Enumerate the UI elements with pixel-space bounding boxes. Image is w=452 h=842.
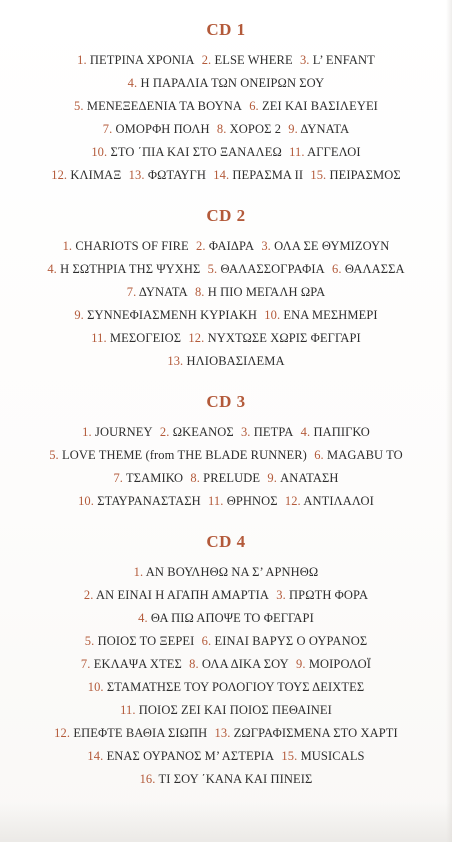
track-title: ΠΕΤΡΙΝΑ ΧΡΟΝΙΑ: [89, 53, 195, 67]
track-item: [301, 425, 370, 439]
track-title: ΣΤΑΜΑΤΗΣΕ ΤΟΥ ΡΟΛΟΓΙΟΥ ΤΟΥΣ ΔΕΙΧΤΕΣ: [106, 680, 365, 694]
track-number: 8.: [194, 285, 205, 299]
track-number: 6.: [314, 448, 324, 462]
track-title: ΤΣΑΜΙΚΟ: [126, 471, 184, 485]
track-item: [63, 239, 189, 253]
track-number: 3.: [299, 53, 310, 67]
tracklist-line: [0, 258, 452, 281]
track-number: 4.: [300, 425, 311, 439]
track-title: L’ ENFANT: [312, 53, 375, 67]
track-number: 5.: [49, 448, 59, 462]
track-title: ΦΩΤΑΥΓΗ: [147, 168, 207, 182]
track-item: [285, 494, 374, 508]
track-number: 6.: [249, 99, 259, 113]
track-item: [264, 308, 377, 322]
tracklist-line: [0, 584, 452, 607]
track-title: ΧΟΡΟΣ 2: [229, 122, 282, 136]
track-item: [77, 53, 194, 67]
track-number: 12.: [188, 331, 205, 345]
cd-heading: CD 2: [206, 206, 246, 225]
track-title: ΦΑΙΔΡΑ: [208, 239, 255, 253]
track-item: [91, 331, 181, 345]
tracklist-line: [0, 467, 452, 490]
track-number: 9.: [74, 308, 84, 322]
track-number: 7.: [126, 285, 137, 299]
track-title: ΠΟΙΟΣ ΖΕΙ ΚΑΙ ΠΟΙΟΣ ΠΕΘΑΙΝΕΙ: [138, 703, 332, 717]
track-item: [296, 657, 371, 671]
track-number: 11.: [120, 703, 136, 717]
tracklist-line: [0, 722, 452, 745]
track-item: [261, 239, 389, 253]
tracklist-line: [0, 164, 452, 187]
track-number: 4.: [47, 262, 57, 276]
track-title: Η ΠΙΟ ΜΕΓΑΛΗ ΩΡΑ: [207, 285, 326, 299]
track-number: 4.: [127, 76, 138, 90]
track-title: ΩΚΕΑΝΟΣ: [172, 425, 234, 439]
track-number: 8.: [189, 657, 199, 671]
track-item: [85, 634, 195, 648]
track-title: ELSE WHERE: [214, 53, 293, 67]
page-bottom-shadow: [0, 802, 452, 842]
track-item: [81, 657, 182, 671]
tracklist-line: [0, 561, 452, 584]
track-title: ΟΛΑ ΣΕ ΘΥΜΙΖΟΥΝ: [274, 239, 390, 253]
tracklist-line: [0, 607, 452, 630]
track-title: Η ΠΑΡΑΛΙΑ ΤΩΝ ΟΝΕΙΡΩΝ ΣΟΥ: [140, 76, 325, 90]
track-number: 14.: [213, 168, 230, 182]
track-title: ΕΙΝΑΙ ΒΑΡΥΣ Ο ΟΥΡΑΝΟΣ: [214, 634, 368, 648]
track-title: ΕΝΑ ΜΕΣΗΜΕΡΙ: [283, 308, 378, 322]
track-number: 2.: [201, 53, 212, 67]
track-title: ΜΕΝΕΞΕΔΕΝΙΑ ΤΑ ΒΟΥΝΑ: [86, 99, 242, 113]
track-number: 2.: [196, 239, 206, 253]
track-item: [332, 262, 405, 276]
track-number: 1.: [62, 239, 73, 253]
track-item: [276, 588, 368, 602]
track-title: ΑΝ ΒΟΥΛΗΘΩ ΝΑ Σ’ ΑΡΝΗΘΩ: [145, 565, 319, 579]
track-title: ΖΩΓΡΑΦΙΣΜΕΝΑ ΣΤΟ ΧΑΡΤΙ: [233, 726, 398, 740]
track-title: ΘΑ ΠΙΩ ΑΠΟΨΕ ΤΟ ΦΕΓΓΑΡΙ: [150, 611, 314, 625]
track-number: 14.: [87, 749, 104, 763]
track-item: [127, 285, 188, 299]
tracklist-line: [0, 49, 452, 72]
cd-1-section: [0, 19, 452, 187]
track-number: 6.: [201, 634, 212, 648]
track-item: [196, 239, 254, 253]
track-number: 2.: [83, 588, 94, 602]
track-title: ΤΙ ΣΟΥ ΄ΚΑΝΑ ΚΑΙ ΠΙΝΕΙΣ: [158, 772, 313, 786]
track-title: ΣΥΝΝΕΦΙΑΣΜΕΝΗ ΚΥΡΙΑΚΗ: [87, 308, 258, 322]
track-item: [74, 308, 257, 322]
track-item: [267, 471, 338, 485]
track-item: [281, 749, 364, 763]
track-title: ΕΚΛΑΨΑ ΧΤΕΣ: [93, 657, 182, 671]
track-item: [288, 122, 349, 136]
track-number: 15.: [281, 749, 298, 763]
track-title: ΜΟΙΡΟΛΟΪ: [308, 657, 372, 671]
track-number: 1.: [82, 425, 92, 439]
tracklist-line: [0, 745, 452, 768]
tracklist-line: [0, 72, 452, 95]
track-item: [120, 703, 332, 717]
tracklist-line: [0, 699, 452, 722]
track-title: ΠΕΙΡΑΣΜΟΣ: [329, 168, 401, 182]
cd-2-section: [0, 205, 452, 373]
track-item: [215, 726, 398, 740]
track-title: ΕΝΑΣ ΟΥΡΑΝΟΣ Μ’ ΑΣΤΕΡΙΑ: [106, 749, 275, 763]
tracklist-line: [0, 235, 452, 258]
track-number: 4.: [138, 611, 148, 625]
track-title: ΠΟΙΟΣ ΤΟ ΞΕΡΕΙ: [97, 634, 195, 648]
track-item: [134, 565, 319, 579]
track-title: ΔΥΝΑΤΑ: [138, 285, 188, 299]
track-title: ΘΑΛΑΣΣΟΓΡΑΦΙΑ: [220, 262, 325, 276]
track-item: [87, 749, 274, 763]
tracklist-line: [0, 676, 452, 699]
track-item: [113, 471, 183, 485]
track-number: 11.: [289, 145, 305, 159]
track-item: [289, 145, 361, 159]
track-number: 12.: [284, 494, 301, 508]
tracklist-line: [0, 421, 452, 444]
track-title: ΘΑΛΑΣΣΑ: [344, 262, 405, 276]
track-title: ΠΕΤΡΑ: [253, 425, 294, 439]
track-title: LOVE THEME (from THE BLADE RUNNER): [62, 448, 307, 462]
track-title: CHARIOTS OF FIRE: [75, 239, 189, 253]
track-number: 12.: [54, 726, 71, 740]
track-number: 7.: [102, 122, 113, 136]
track-item: [213, 168, 303, 182]
track-title: ΟΜΟΡΦΗ ΠΟΛΗ: [115, 122, 210, 136]
track-number: 5.: [74, 99, 84, 113]
track-item: [249, 99, 378, 113]
track-number: 9.: [296, 657, 306, 671]
track-number: 5.: [207, 262, 218, 276]
track-number: 11.: [91, 331, 107, 345]
track-number: 8.: [216, 122, 227, 136]
track-item: [82, 425, 152, 439]
track-title: ΟΛΑ ΔΙΚΑ ΣΟΥ: [201, 657, 289, 671]
track-title: ΑΝ ΕΙΝΑΙ Η ΑΓΑΠΗ ΑΜΑΡΤΙΑ: [96, 588, 269, 602]
track-number: 13.: [214, 726, 231, 740]
cd-4-section: [0, 531, 452, 791]
track-number: 10.: [91, 145, 108, 159]
track-number: 12.: [51, 168, 68, 182]
track-item: [217, 122, 281, 136]
track-number: 2.: [159, 425, 170, 439]
track-title: ΔΥΝΑΤΑ: [300, 122, 350, 136]
track-title: MAGABU TO: [327, 448, 403, 462]
track-number: 10.: [87, 680, 104, 694]
track-number: 3.: [276, 588, 286, 602]
track-title: ΣΤΟ ΄ΠΙΑ ΚΑΙ ΣΤΟ ΞΑΝΑΛΕΩ: [110, 145, 282, 159]
track-item: [140, 772, 313, 786]
track-title: ΜΕΣΟΓΕΙΟΣ: [109, 331, 182, 345]
track-item: [160, 425, 234, 439]
track-title: ΠΑΠΙΓΚΟ: [313, 425, 370, 439]
track-item: [208, 494, 278, 508]
tracklist-line: [0, 141, 452, 164]
track-number: 10.: [78, 494, 94, 508]
tracklist-line: [0, 630, 452, 653]
cd-heading: CD 4: [206, 532, 246, 551]
track-item: [49, 448, 307, 462]
track-title: ΣΤΑΥΡΑΝΑΣΤΑΣΗ: [97, 494, 201, 508]
track-title: MUSICALS: [300, 749, 365, 763]
track-title: ΕΠΕΦΤΕ ΒΑΘΙΑ ΣΙΩΠΗ: [73, 726, 208, 740]
track-title: ΑΓΓΕΛΟΙ: [307, 145, 361, 159]
track-item: [189, 657, 289, 671]
track-item: [314, 448, 403, 462]
track-item: [190, 471, 260, 485]
track-title: ΑΝΑΤΑΣΗ: [280, 471, 339, 485]
track-item: [47, 262, 200, 276]
track-item: [202, 53, 293, 67]
tracklist-line: [0, 304, 452, 327]
tracklist-line: [0, 490, 452, 513]
track-item: [78, 494, 201, 508]
track-number: 8.: [190, 471, 200, 485]
cd-heading: CD 3: [206, 392, 246, 411]
tracklist-line: [0, 95, 452, 118]
track-title: ΑΝΤΙΛΑΛΟΙ: [303, 494, 374, 508]
tracklist-line: [0, 118, 452, 141]
track-item: [51, 168, 121, 182]
track-number: 9.: [288, 122, 298, 136]
track-number: 3.: [240, 425, 251, 439]
tracklist-line: [0, 281, 452, 304]
track-number: 13.: [167, 354, 184, 368]
track-title: ΠΕΡΑΣΜΑ ΙΙ: [232, 168, 304, 182]
track-number: 7.: [113, 471, 124, 485]
tracklist-line: [0, 653, 452, 676]
track-title: ΗΛΙΟΒΑΣΙΛΕΜΑ: [186, 354, 285, 368]
track-item: [103, 122, 210, 136]
track-title: JOURNEY: [94, 425, 153, 439]
track-item: [91, 145, 282, 159]
track-item: [88, 680, 365, 694]
track-number: 3.: [261, 239, 271, 253]
track-number: 11.: [207, 494, 224, 508]
track-item: [188, 331, 360, 345]
track-item: [310, 168, 400, 182]
track-title: ΘΡΗΝΟΣ: [226, 494, 278, 508]
tracklist-line: [0, 444, 452, 467]
track-item: [241, 425, 293, 439]
cd-heading: CD 1: [206, 20, 246, 39]
track-number: 1.: [77, 53, 87, 67]
track-number: 16.: [139, 772, 156, 786]
track-item: [300, 53, 375, 67]
track-number: 15.: [310, 168, 327, 182]
track-item: [195, 285, 325, 299]
track-item: [84, 588, 269, 602]
track-title: Η ΣΩΤΗΡΙΑ ΤΗΣ ΨΥΧΗΣ: [60, 262, 201, 276]
track-title: ΚΛΙΜΑΞ: [70, 168, 122, 182]
track-item: [208, 262, 325, 276]
track-number: 6.: [332, 262, 342, 276]
track-title: ΝΥΧΤΩΣΕ ΧΩΡΙΣ ΦΕΓΓΑΡΙ: [207, 331, 361, 345]
track-number: 1.: [133, 565, 144, 579]
track-number: 13.: [128, 168, 145, 182]
track-number: 10.: [264, 308, 281, 322]
track-item: [138, 611, 314, 625]
tracklist-line: [0, 768, 452, 791]
tracklist-line: [0, 327, 452, 350]
track-number: 5.: [84, 634, 95, 648]
track-title: ΠΡΩΤΗ ΦΟΡΑ: [289, 588, 369, 602]
track-number: 9.: [267, 471, 277, 485]
track-item: [167, 354, 284, 368]
track-item: [54, 726, 207, 740]
track-item: [128, 76, 325, 90]
track-item: [129, 168, 206, 182]
track-title: ΖΕΙ ΚΑΙ ΒΑΣΙΛΕΥΕΙ: [262, 99, 378, 113]
track-item: [74, 99, 242, 113]
track-number: 7.: [80, 657, 91, 671]
track-item: [202, 634, 368, 648]
tracklist-line: [0, 350, 452, 373]
cd-3-section: [0, 391, 452, 513]
track-title: PRELUDE: [203, 471, 261, 485]
